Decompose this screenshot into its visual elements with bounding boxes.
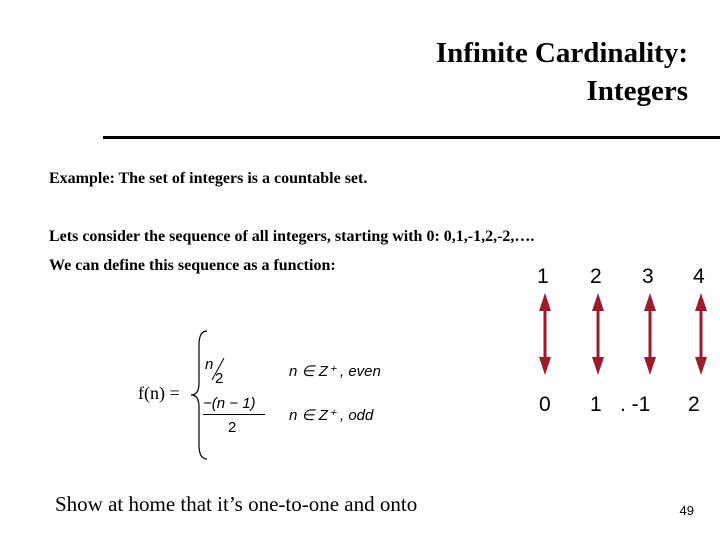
double-arrow-3: [644, 293, 656, 375]
footer-text: Show at home that it’s one-to-one and onto: [55, 492, 418, 516]
mapping-top-1: 1: [537, 265, 549, 288]
case2-condition: n ∈ Z⁺ , odd: [289, 407, 374, 424]
mapping-bottom-2: 1: [590, 393, 602, 416]
mapping-top-4: 4: [693, 265, 705, 288]
page-number: 49: [679, 503, 694, 518]
case1-numerator: n: [205, 356, 214, 373]
case2-denominator: 2: [228, 419, 237, 436]
case1-condition: n ∈ Z⁺ , even: [289, 363, 381, 380]
mapping-top-2: 2: [590, 265, 602, 288]
case2-numerator: −(n − 1): [203, 395, 256, 412]
double-arrow-2: [592, 293, 604, 375]
title-line-2: Integers: [586, 75, 688, 107]
function-label: f(n) =: [138, 383, 180, 403]
title-line-1: Infinite Cardinality:: [435, 37, 688, 69]
case1-denominator: 2: [215, 370, 224, 387]
mapping-bottom-1: 0: [539, 393, 551, 416]
mapping-bottom-3: . -1: [620, 393, 651, 416]
double-arrow-4: [695, 293, 707, 375]
sequence-text: Lets consider the sequence of all integers, starting with 0: 0,1,-1,2,-2,….: [49, 228, 535, 245]
mapping-top-3: 3: [642, 265, 654, 288]
mapping-bottom-4: 2: [688, 393, 700, 416]
example-text: Example: The set of integers is a countable set.: [49, 170, 368, 187]
double-arrow-1: [539, 293, 551, 375]
function-intro-text: We can define this sequence as a function:: [49, 257, 336, 274]
